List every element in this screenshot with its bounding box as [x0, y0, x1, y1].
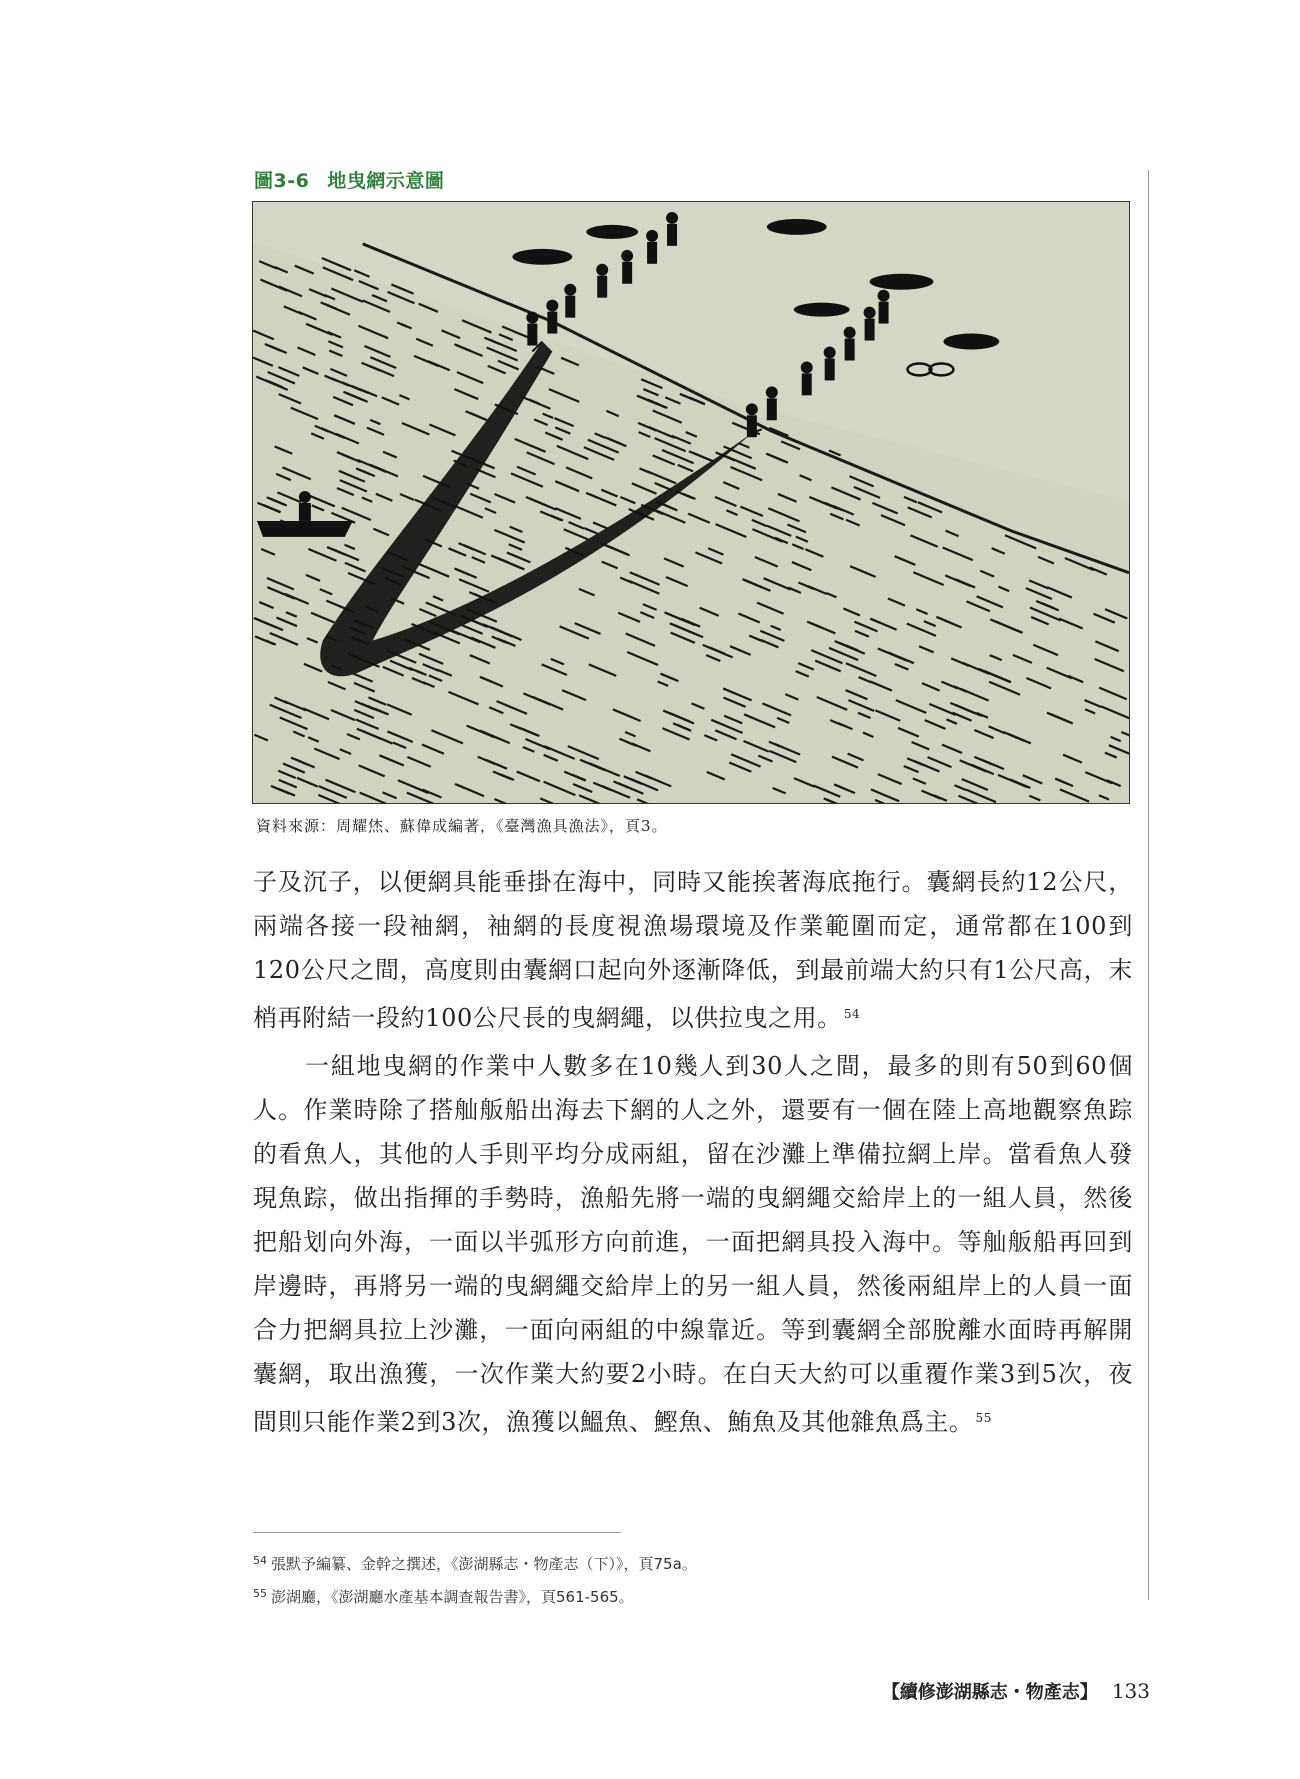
footnote-ref-55[interactable]: 55 — [975, 1411, 993, 1425]
boatman — [299, 491, 311, 521]
page-number: 133 — [1111, 1679, 1150, 1703]
footnote-54 — [253, 1546, 1133, 1579]
sampan-boat — [257, 521, 353, 537]
footnote-55 — [253, 1579, 1133, 1612]
footnote-text: 張默予編纂、金幹之撰述，《澎湖縣志・物產志（下）》，頁75a。 — [271, 1555, 697, 1573]
figure-source: 資料來源：周耀烋、蘇偉成編著，《臺灣漁具漁法》，頁3。 — [256, 817, 668, 835]
footnote-divider — [253, 1532, 621, 1533]
paragraph-1-text: 子及沉子，以便網具能垂掛在海中，同時又能挨著海底拖行。囊網長約12公尺，兩端各接一段袖網，袖網的長度視漁場環境及作業範圍而定，通常都在100到120公尺之間，高度則由囊網口起向外逐漸降低，到最前端大約只有1公尺高，末梢再附結一段約100公尺長的曳網繩，以供拉曳之用。 — [253, 868, 1133, 1032]
figure-number: 圖3-6 — [254, 170, 310, 192]
beach-sand — [253, 202, 1129, 501]
body-text — [253, 860, 1133, 1444]
paragraph-2-text: 一組地曳網的作業中人數多在10幾人到30人之間，最多的則有50到60個人。作業時除了搭舢舨船出海去下網的人之外，還要有一個在陸上高地觀察魚踪的看魚人，其他的人手則平均分成兩組，留在沙灘上準備拉網上岸。當看魚人發現魚踪，做出指揮的手勢時，漁船先將一端的曳網繩交給岸上的一組人員，然後把船划向外海，一面以半弧形方向前進，一面把網具投入海中。等舢舨船再回到岸邊時，再將另一端的曳網繩交給岸上的另一組人員，然後兩組岸上的人員一面合力把網具拉上沙灘，一面向兩組的中線靠近。等到囊網全部脫離水面時再解開囊網，取出漁獲，一次作業大約要2小時。在白天大約可以重覆作業3到5次，夜間則只能作業2到3次，漁獲以鰮魚、鰹魚、鮪魚及其他雜魚爲主。 — [253, 1052, 1133, 1436]
figure-title: 地曳網示意圖 — [327, 170, 445, 192]
figure-caption — [254, 166, 444, 192]
seine-net — [320, 342, 752, 677]
beach-seine-drawing — [253, 202, 1129, 803]
beach-seine-illustration — [252, 201, 1130, 804]
running-title: 【續修澎湖縣志・物產志】 — [881, 1682, 1098, 1703]
page-footer — [882, 1678, 1150, 1708]
footnote-text: 澎湖廳，《澎湖廳水產基本調查報告書》，頁561-565。 — [271, 1588, 634, 1606]
paragraph-1 — [253, 860, 1133, 1040]
footnotes — [253, 1546, 1133, 1612]
footnote-number: 55 — [253, 1587, 267, 1600]
footnote-ref-54[interactable]: 54 — [843, 1007, 861, 1021]
paragraph-2 — [253, 1044, 1133, 1444]
page-margin-rule — [1148, 170, 1149, 1600]
footnote-number: 54 — [253, 1554, 267, 1567]
